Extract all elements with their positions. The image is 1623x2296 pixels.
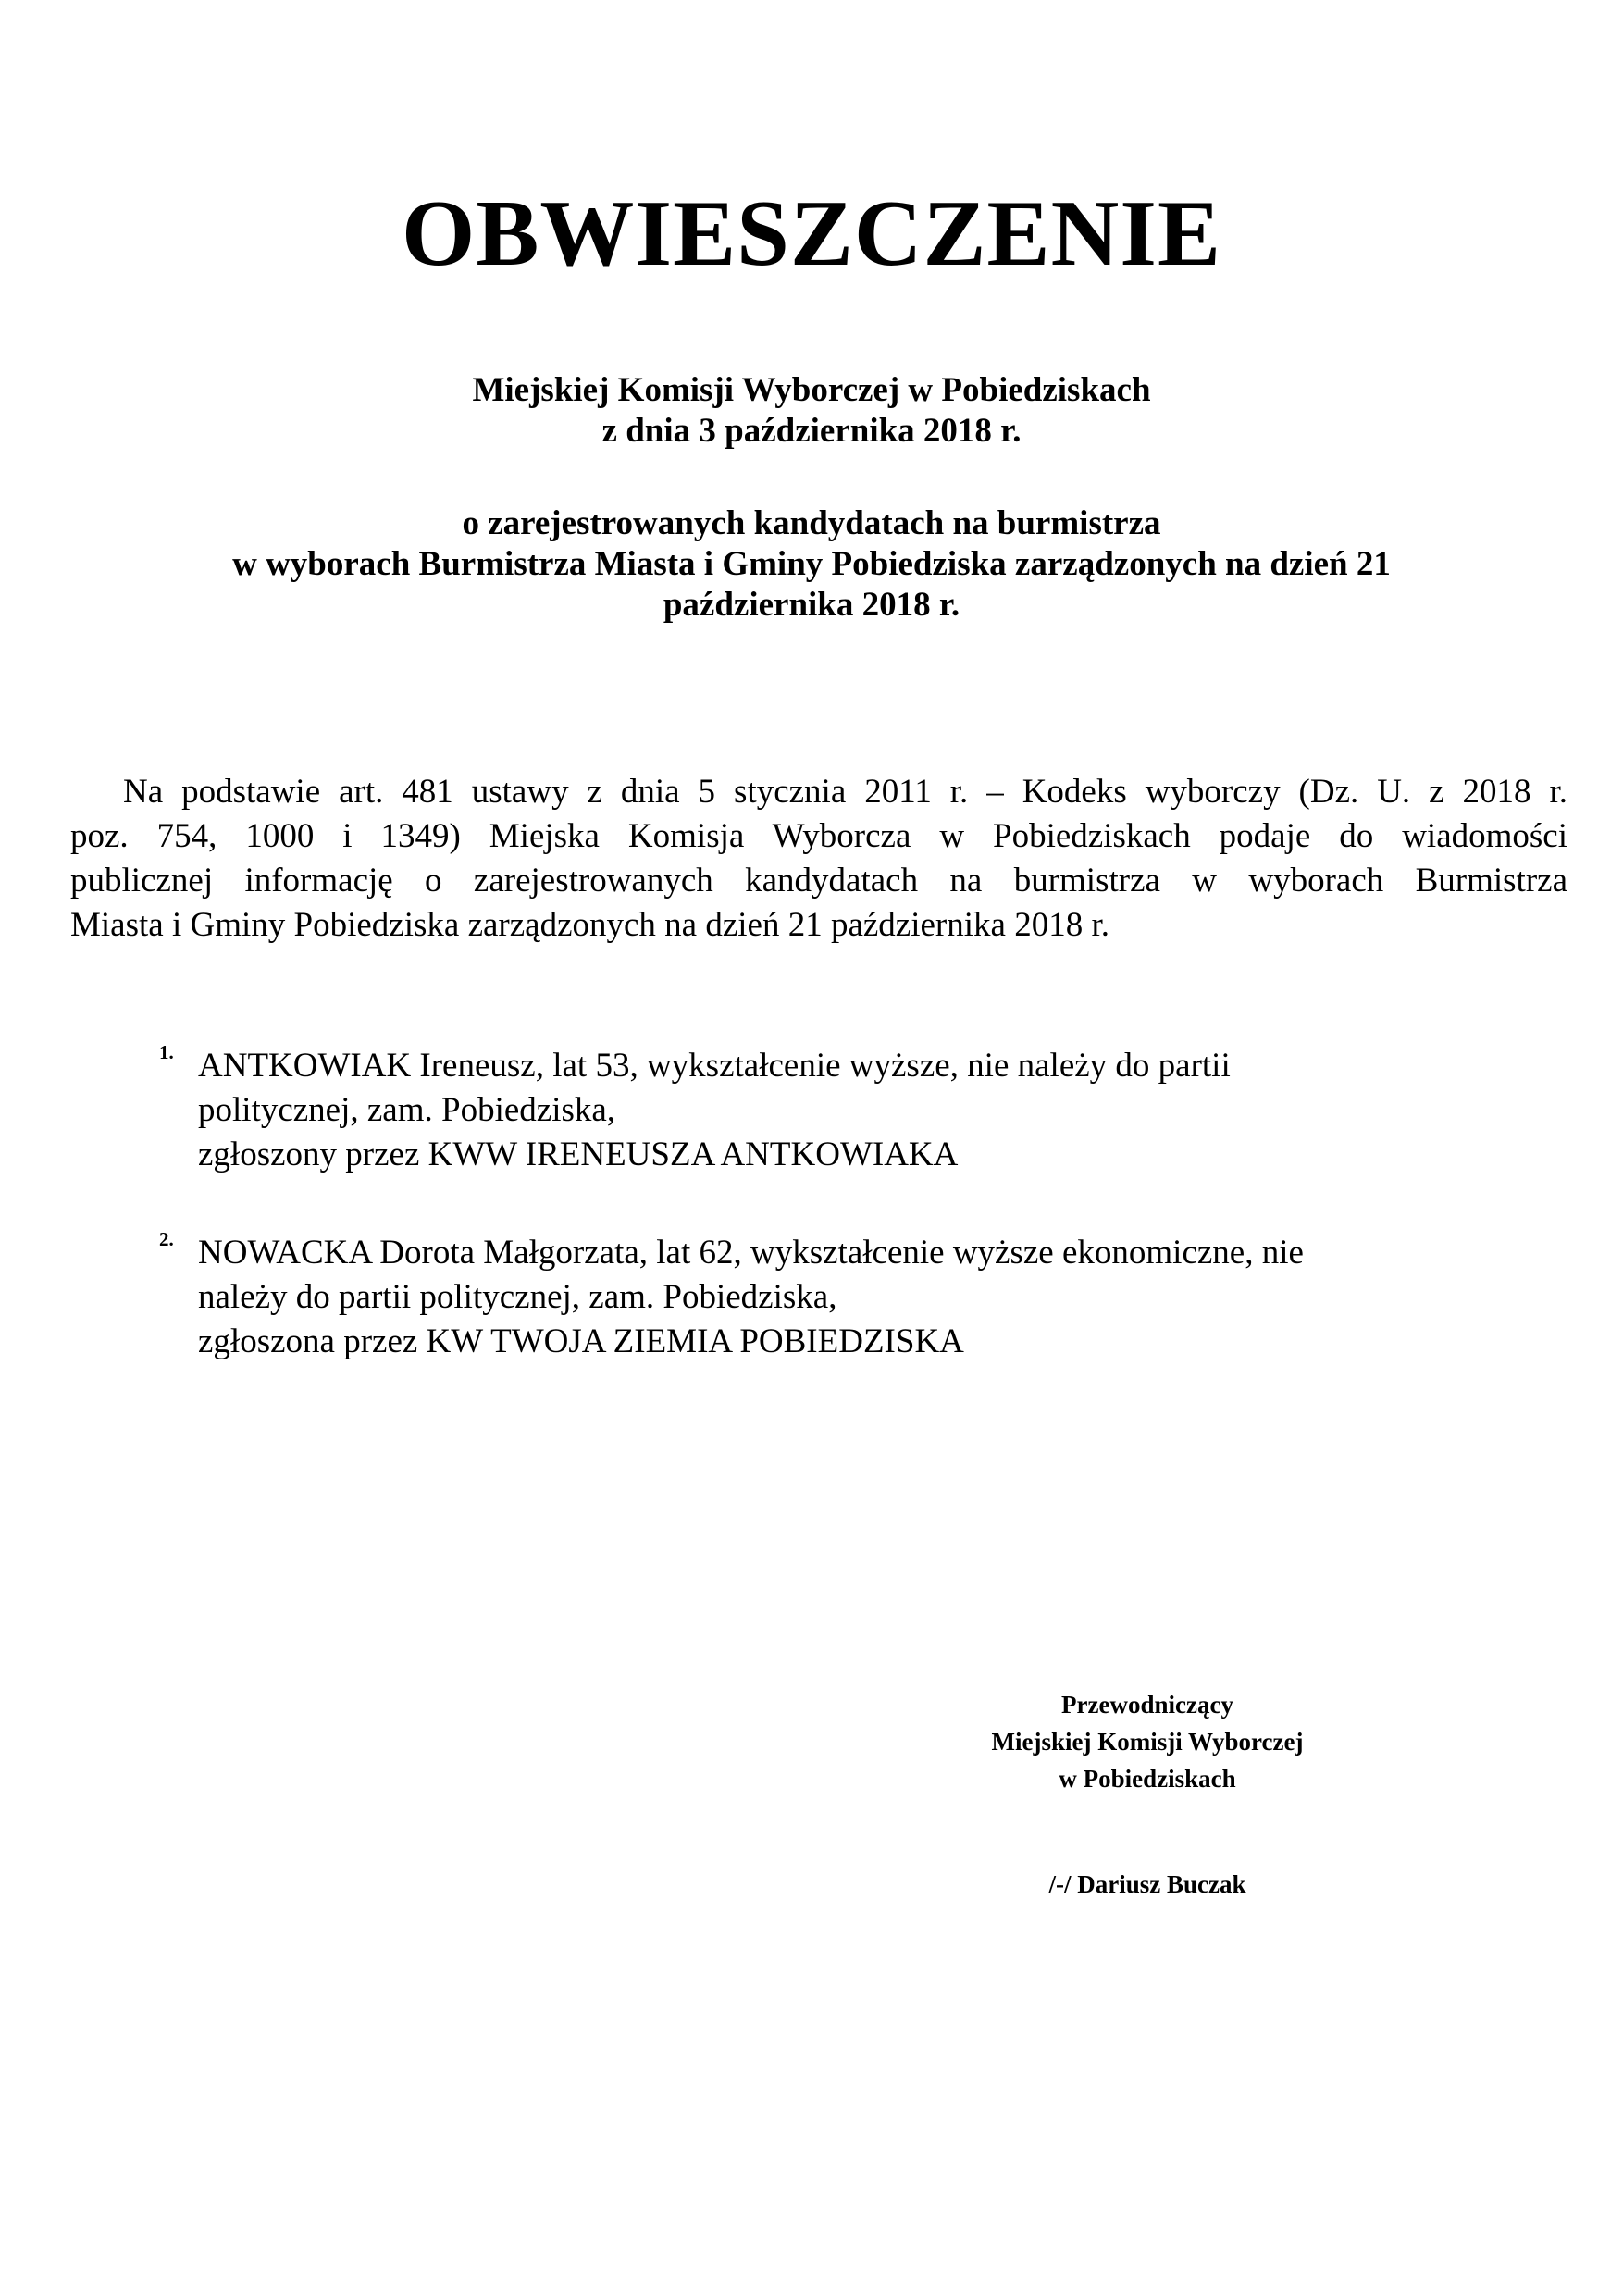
subject-block	[56, 503, 1567, 626]
subject-line-1: o zarejestrowanych kandydatach na burmistrza	[462, 504, 1161, 542]
body-line-2: poz. 754, 1000 i 1349) Miejska Komisja Wyborcza w Pobiedziskach podaje do wiadomości	[70, 817, 1567, 855]
signer-name: /-/ Dariusz Buczak	[1048, 1870, 1246, 1898]
body-paragraph	[70, 770, 1567, 948]
signature-location: w Pobiedziskach	[1059, 1765, 1236, 1793]
body-line-4: Miasta i Gminy Pobiedziska zarządzonych na dzień 21 października 2018 r.	[70, 906, 1109, 944]
candidate-line-2: należy do partii politycznej, zam. Pobiedziska,	[198, 1278, 837, 1316]
candidate-text	[198, 1044, 1501, 1177]
issuer-line-1: Miejskiej Komisji Wyborczej w Pobiedziskach	[472, 371, 1151, 409]
candidate-item	[159, 1228, 1501, 1364]
signature-block	[925, 1686, 1369, 1797]
issuer-block	[56, 370, 1567, 452]
candidate-number: 2.	[159, 1228, 174, 1250]
candidate-line-1: NOWACKA Dorota Małgorzata, lat 62, wykształcenie wyższe ekonomiczne, nie	[198, 1234, 1304, 1272]
subject-line-2: w wyborach Burmistrza Miasta i Gminy Pobiedziska zarządzonych na dzień 21	[232, 545, 1391, 583]
signature-role: Przewodniczący	[1061, 1691, 1233, 1719]
candidate-line-2: politycznej, zam. Pobiedziska,	[198, 1091, 616, 1129]
subject-line-3: października 2018 r.	[663, 586, 960, 624]
candidate-number: 1.	[159, 1041, 174, 1063]
candidate-line-3: zgłoszona przez KW TWOJA ZIEMIA POBIEDZISKA	[198, 1322, 964, 1360]
candidate-item	[159, 1041, 1501, 1177]
candidate-line-3: zgłoszony przez KWW IRENEUSZA ANTKOWIAKA	[198, 1136, 959, 1173]
document-title: OBWIESZCZENIE	[402, 181, 1221, 286]
candidate-line-1: ANTKOWIAK Ireneusz, lat 53, wykształcenie wyższe, nie należy do partii	[198, 1047, 1231, 1085]
candidate-text	[198, 1231, 1501, 1364]
signature-body: Miejskiej Komisji Wyborczej	[991, 1728, 1304, 1756]
body-line-1: Na podstawie art. 481 ustawy z dnia 5 stycznia 2011 r. – Kodeks wyborczy (Dz. U. z 2018 r.	[123, 773, 1567, 811]
issuer-date: z dnia 3 października 2018 r.	[601, 412, 1022, 450]
body-line-3: publicznej informację o zarejestrowanych kandydatach na burmistrza w wyborach Burmistrza	[70, 862, 1567, 900]
